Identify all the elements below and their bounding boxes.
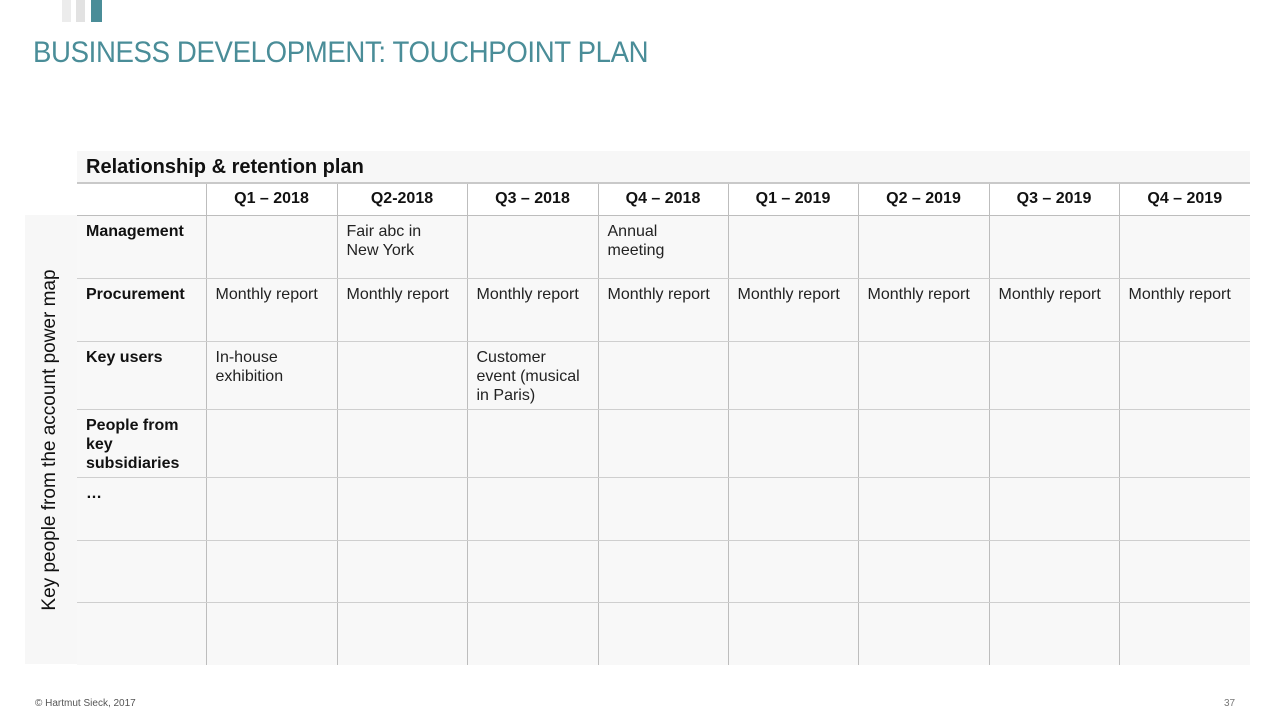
table-cell (206, 215, 337, 278)
cell-text (207, 410, 337, 416)
table-cell (337, 602, 467, 665)
column-header: Q3 – 2019 (989, 184, 1119, 215)
table-cell (467, 602, 598, 665)
cell-text: In-house exhibition (215, 348, 284, 385)
table-cell (728, 540, 858, 602)
cell-text (338, 342, 467, 348)
cell-text (1120, 216, 1251, 222)
table-cell (206, 477, 337, 540)
table-cell (728, 602, 858, 665)
table-cell (337, 540, 467, 602)
corner-bar-accent (91, 0, 102, 22)
row-label: Procurement (86, 285, 185, 303)
cell-text (468, 216, 598, 222)
cell-text (1120, 541, 1251, 547)
cell-text (729, 541, 858, 547)
table-cell (337, 278, 467, 341)
cell-text (859, 603, 989, 609)
row-label-cell (77, 409, 206, 477)
table-cell (598, 477, 728, 540)
cell-text (990, 603, 1119, 609)
table-cell (1119, 540, 1250, 602)
cell-text (338, 603, 467, 609)
table-cell (989, 540, 1119, 602)
table-cell (598, 215, 728, 278)
table-row (77, 477, 1250, 540)
table-cell (858, 409, 989, 477)
table-cell (728, 341, 858, 409)
cell-text (468, 603, 598, 609)
cell-text (1120, 478, 1251, 484)
row-label-cell (77, 341, 206, 409)
column-header: Q1 – 2019 (728, 184, 858, 215)
cell-text: Fair abc in New York (346, 222, 422, 259)
cell-text (1120, 342, 1251, 348)
cell-text (207, 478, 337, 484)
cell-text (859, 410, 989, 416)
table-cell (858, 215, 989, 278)
plan-title: Relationship & retention plan (77, 151, 1250, 184)
cell-text (729, 478, 858, 484)
table-cell (598, 278, 728, 341)
header-row (77, 184, 1250, 215)
cell-text (468, 478, 598, 484)
table-cell (467, 540, 598, 602)
slide-title: BUSINESS DEVELOPMENT: TOUCHPOINT PLAN (33, 36, 649, 69)
cell-text (207, 603, 337, 609)
table-cell (858, 540, 989, 602)
table-cell (1119, 215, 1250, 278)
cell-text (338, 541, 467, 547)
table-cell (989, 215, 1119, 278)
table-row (77, 341, 1250, 409)
row-label-cell (77, 477, 206, 540)
row-label (77, 541, 206, 547)
row-label-cell (77, 540, 206, 602)
column-header: Q4 – 2019 (1119, 184, 1250, 215)
row-label: … (86, 484, 102, 502)
header-corner (77, 184, 206, 215)
table-cell (1119, 409, 1250, 477)
corner-bar-light (62, 0, 71, 22)
table-cell (598, 341, 728, 409)
cell-text (599, 410, 728, 416)
table-cell (989, 278, 1119, 341)
footer-copyright: © Hartmut Sieck, 2017 (35, 698, 136, 709)
table-cell (858, 341, 989, 409)
table-cell (858, 477, 989, 540)
table-cell (989, 409, 1119, 477)
table-cell (598, 602, 728, 665)
cell-text: Monthly report (998, 285, 1101, 303)
cell-text (729, 216, 858, 222)
table-cell (337, 341, 467, 409)
row-label-cell (77, 602, 206, 665)
cell-text (338, 410, 467, 416)
cell-text (1120, 603, 1251, 609)
table-cell (467, 409, 598, 477)
cell-text: Monthly report (737, 285, 840, 303)
cell-text (859, 478, 989, 484)
page-number: 37 (1224, 698, 1236, 709)
table-cell (989, 602, 1119, 665)
cell-text (859, 342, 989, 348)
row-label: Management (86, 222, 184, 240)
table-cell (206, 278, 337, 341)
table-cell (1119, 602, 1250, 665)
column-header: Q4 – 2018 (598, 184, 728, 215)
cell-text (729, 603, 858, 609)
cell-text (990, 216, 1119, 222)
cell-text (729, 410, 858, 416)
cell-text (729, 342, 858, 348)
cell-text (599, 342, 728, 348)
cell-text (990, 342, 1119, 348)
plan-grid (77, 184, 1250, 665)
table-cell (467, 477, 598, 540)
cell-text (599, 541, 728, 547)
table-cell (467, 278, 598, 341)
side-axis-label: Key people from the account power map (39, 269, 60, 611)
table-cell (206, 409, 337, 477)
table-cell (598, 409, 728, 477)
column-header: Q3 – 2018 (467, 184, 598, 215)
cell-text (338, 478, 467, 484)
table-cell (598, 540, 728, 602)
column-header: Q2 – 2019 (858, 184, 989, 215)
cell-text (990, 541, 1119, 547)
cell-text (599, 603, 728, 609)
table-cell (1119, 278, 1250, 341)
table-cell (467, 215, 598, 278)
table-cell (337, 409, 467, 477)
table-cell (206, 602, 337, 665)
table-cell (728, 278, 858, 341)
table-cell (337, 477, 467, 540)
table-cell (728, 409, 858, 477)
table-cell (858, 278, 989, 341)
column-header: Q1 – 2018 (206, 184, 337, 215)
row-label-cell (77, 215, 206, 278)
table-cell (989, 341, 1119, 409)
table-cell (206, 341, 337, 409)
table-row (77, 278, 1250, 341)
table-cell (206, 540, 337, 602)
cell-text: Monthly report (867, 285, 970, 303)
cell-text (990, 410, 1119, 416)
table-cell (728, 215, 858, 278)
table-cell (1119, 477, 1250, 540)
cell-text (859, 216, 989, 222)
table-cell (989, 477, 1119, 540)
table-cell (467, 341, 598, 409)
row-label: Key users (86, 348, 163, 366)
cell-text (990, 478, 1119, 484)
table-row (77, 409, 1250, 477)
cell-text: Customer event (musical in Paris) (476, 348, 580, 404)
table-cell (337, 215, 467, 278)
cell-text: Monthly report (607, 285, 710, 303)
table-cell (858, 602, 989, 665)
row-label (77, 603, 206, 609)
touchpoint-table (77, 151, 1250, 665)
cell-text (859, 541, 989, 547)
table-cell (1119, 341, 1250, 409)
corner-bar-mid (76, 0, 85, 22)
cell-text (468, 541, 598, 547)
cell-text (207, 541, 337, 547)
row-label: People from key subsidiaries (86, 416, 180, 472)
table-row (77, 215, 1250, 278)
table-row (77, 602, 1250, 665)
cell-text: Monthly report (1128, 285, 1231, 303)
cell-text (599, 478, 728, 484)
row-label-cell (77, 278, 206, 341)
table-row (77, 540, 1250, 602)
cell-text (207, 216, 337, 222)
cell-text (468, 410, 598, 416)
cell-text: Monthly report (215, 285, 318, 303)
cell-text: Monthly report (476, 285, 579, 303)
column-header: Q2-2018 (337, 184, 467, 215)
cell-text: Monthly report (346, 285, 449, 303)
table-cell (728, 477, 858, 540)
cell-text: Annual meeting (607, 222, 665, 259)
cell-text (1120, 410, 1251, 416)
